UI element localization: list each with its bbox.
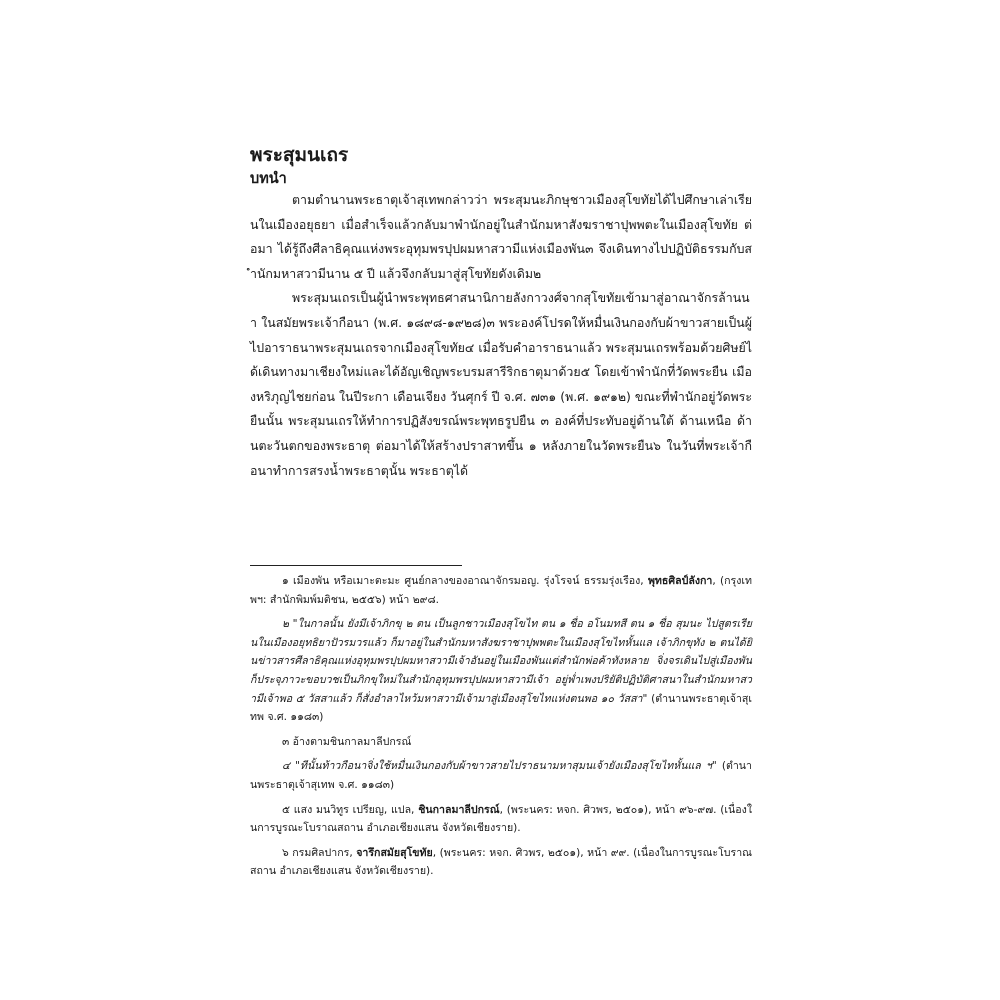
footnote-5-text: ๕ แสง มนวิทูร เปรียญ, แปล,	[282, 803, 419, 816]
footnote-3-text: ๓ อ้างตามชินกาลมาลีปกรณ์	[282, 735, 412, 748]
footnote-2-quote: ๒ "ในกาลนั้น ยังมีเจ้าภิกขุ ๒ ตน เป็นลูกชาวเมืองสุโขไท ตน ๑ ชื่อ อโนมทสี ตน ๑ ชื่อ สุมนะ ไปสูตรเรียนในเมืองอยุทธิยาปัวรมวรแล้ว ก็มาอยู่ในสำนักมหาสังฆราชาปุพพตะในเมืองสุโขไทหั้นแล เจ้าภิกขุทัง ๒ ตนได้ยินข่าวสารศีลาธิคุณแห่งอุทุมพรปุปผมหาสวามีเจ้าอันอยู่ในเมืองพันแต่สำนักพ่อค้าทังหลาย จิ่งจรเดินไปสู่เมืองพัน ก็ประจุภาวะขอบวชเป็นภิกขุใหม่ในสำนักอุทุมพรปุปผมหาสวามีเจ้า อยู่พ่ำเพงปริยัติปฏิบัติศาสนาในสำนักมหาสวามีเจ้าพอ ๕ วัสสาแล้ว ก็สั่งอำลาไหว้มหาสวามีเจ้ามาสู่เมืองสุโขไทแห่งตนพอ ๑๐ วัสสา"	[250, 618, 752, 705]
footnote-1-citation: , (กรุงเทพฯ: สำนักพิมพ์มติชน, ๒๕๕๖) หน้า ๒๙๘.	[250, 575, 753, 606]
footnote-4-citation: (ตำนานพระธาตุเจ้าสุเทพ จ.ศ. ๑๑๘๓)	[250, 760, 752, 791]
body-text	[250, 188, 752, 483]
footnote-4-quote: ๔ "ทีนั้นท้าวกือนาจิ่งใช้หมื่นเงินกองกับผ้าขาวสายไปราธนามหาสุมนเจ้ายังเมืองสุโขไทหั้นแล ฯ"	[282, 760, 717, 773]
footnote-2-citation: (ตำนานพระธาตุเจ้าสุเทพ จ.ศ. ๑๑๘๓)	[250, 692, 752, 724]
section-heading: บทนำ	[250, 171, 287, 187]
footnote-6-text: ๖ กรมศิลปากร,	[282, 846, 357, 859]
page-title: พระสุมนเถร	[250, 144, 349, 166]
footnote-6	[250, 844, 752, 881]
footnote-separator	[250, 565, 462, 566]
footnote-5	[250, 801, 752, 838]
body-paragraph-1: ตามตำนานพระธาตุเจ้าสุเทพกล่าวว่า พระสุมนะภิกษุชาวเมืองสุโขทัยได้ไปศึกษาเล่าเรียนในเมืองอยุธยา เมื่อสำเร็จแล้วกลับมาพำนักอยู่ในสำนักมหาสังฆราชาปุพพตะในเมืองสุโขทัย ต่อมา ได้รู้ถึงศีลาธิคุณแห่งพระอุทุมพรปุปผมหาสวามีแห่งเมืองพัน๓ จึงเดินทางไปปฏิบัติธรรมกับสำนักมหาสวามีนาน ๕ ปี แล้วจึงกลับมาสู่สุโขทัยดังเดิม๒	[250, 192, 752, 281]
footnote-1-text: ๑ เมืองพัน หรือเมาะตะมะ ศูนย์กลางของอาณาจักรมอญ. รุ่งโรจน์ ธรรมรุ่งเรือง,	[282, 575, 648, 587]
footnote-1-book-title: พุทธศิลป์ลังกา	[647, 575, 713, 587]
body-paragraph-2: พระสุมนเถรเป็นผู้นำพระพุทธศาสนานิกายลังกาวงศ์จากสุโขทัยเข้ามาสู่อาณาจักรล้านนา ในสมัยพระเจ้ากือนา (พ.ศ. ๑๘๙๘-๑๙๒๘)๓ พระองค์โปรดให้หมื่นเงินกองกับผ้าขาวสายเป็นผู้ไปอาราธนาพระสุมนเถรจากเมืองสุโขทัย๔ เมื่อรับคำอาราธนาแล้ว พระสุมนเถรพร้อมด้วยศิษย์ได้เดินทางมาเชียงใหม่และได้อัญเชิญพระบรมสารีริกธาตุมาด้วย๕ โดยเข้าพำนักที่วัดพระยืน เมืองหริภุญไชยก่อน ในปีระกา เดือนเจียง วันศุกร์ ปี จ.ศ. ๗๓๑ (พ.ศ. ๑๙๑๒) ขณะที่พำนักอยู่วัดพระยืนนั้น พระสุมนเถรให้ทำการปฏิสังขรณ์พระพุทธรูปยืน ๓ องค์ที่ประทับอยู่ด้านใต้ ด้านเหนือ ด้านตะวันตกของพระธาตุ ต่อมาได้ให้สร้างปราสาทขึ้น ๑ หลังภายในวัดพระยืน๖ ในวันที่พระเจ้ากือนาทำการสรงน้ำพระธาตุนั้น พระธาตุได้	[250, 290, 752, 478]
footnote-1	[250, 572, 752, 609]
footnotes	[250, 572, 752, 887]
footnote-2	[250, 615, 752, 727]
footnote-4	[250, 757, 752, 794]
footnote-6-citation-part-1: , (พระนคร: หจก. ศิวพร, ๒๕๐๑), หน้า ๙๙. (เนื่องในการบูรณะโบราณสถาน อำเภอเชียงแสน จังหวัดเชียงราย).	[250, 846, 752, 878]
footnote-5-citation: , (พระนคร: หจก. ศิวพร, ๒๕๐๑), หน้า ๙๖-๙๗. (เนื่องในการบูรณะโบราณสถาน อำเภอเชียงแสน จังหวัดเชียงราย).	[250, 803, 752, 835]
footnote-3	[250, 733, 752, 752]
footnote-6-book-title: จารึกสมัยสุโขทัย	[356, 846, 433, 859]
footnote-5-book-title: ชินกาลมาลีปกรณ์	[418, 803, 500, 816]
